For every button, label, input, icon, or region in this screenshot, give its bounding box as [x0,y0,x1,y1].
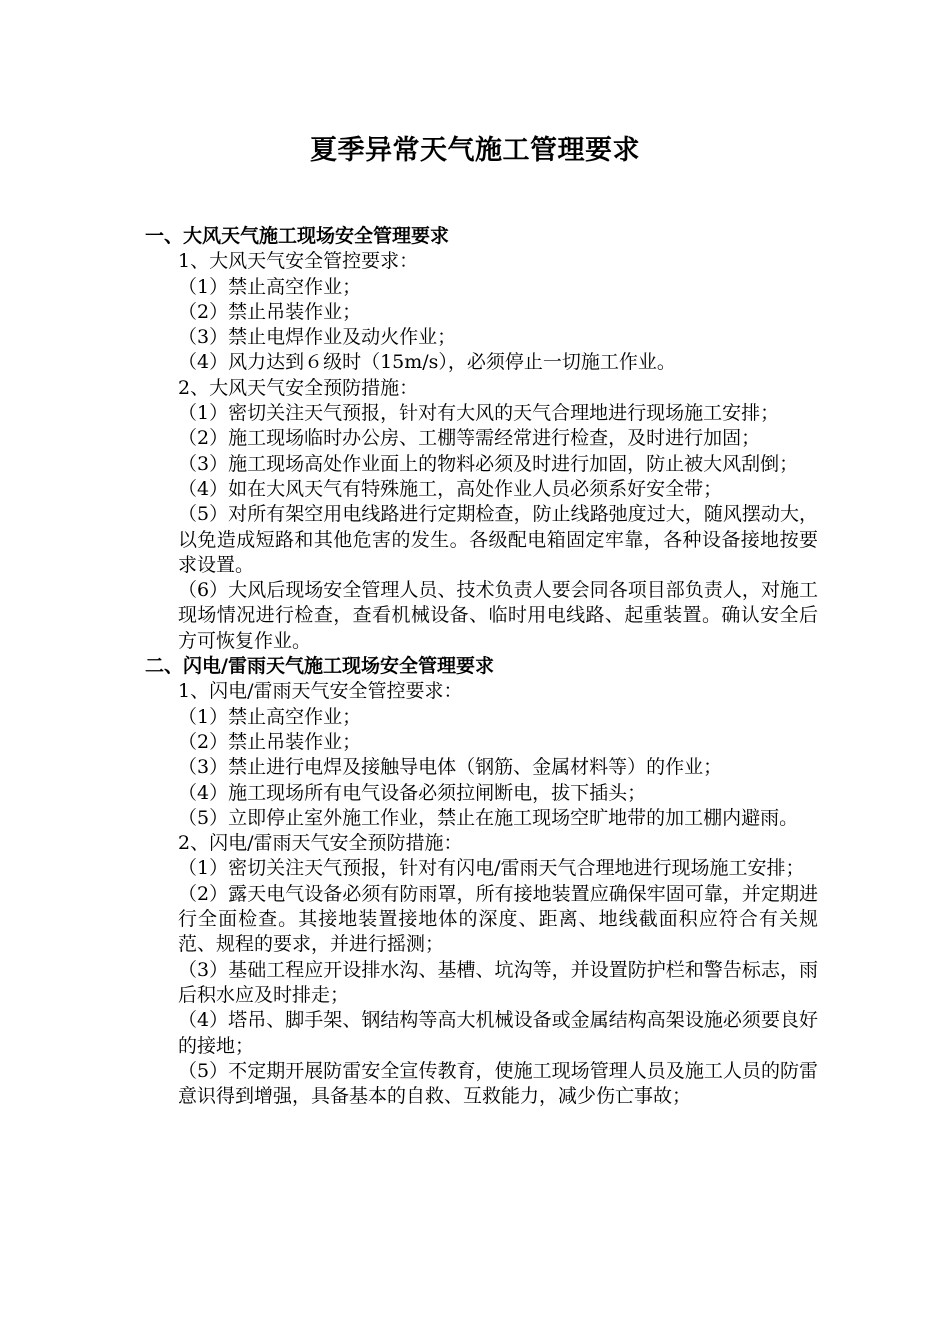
document-title: 夏季异常天气施工管理要求 [310,135,640,166]
list-item: （4）塔吊、脚手架、钢结构等高大机械设备或金属结构高架设施必须要良好的接地； [178,1009,818,1057]
section-heading: 二、闪电/雷雨天气施工现场安全管理要求 [145,655,494,678]
list-item: （5）不定期开展防雷安全宣传教育，使施工现场管理人员及施工人员的防雷意识得到增强，具备基本的自救、互救能力，减少伤亡事故； [178,1059,818,1108]
subsection-wind-controls [148,249,818,375]
list-item: （3）基础工程应开设排水沟、基槽、坑沟等，并设置防护栏和警告标志，雨后积水应及时排走； [178,958,818,1006]
section-thunderstorm [145,654,818,1109]
subsection-thunderstorm-controls [148,679,818,831]
list-item: （2）施工现场临时办公房、工棚等需经常进行检查，及时进行加固； [178,427,761,450]
section-wind [145,224,818,654]
list-item: （1）禁止高空作业； [178,275,362,298]
subsection-heading: 2、闪电/雷雨天气安全预防措施： [178,832,463,855]
subsection-thunderstorm-prevention [148,831,818,1109]
subsection-heading: 2、大风天气安全预防措施： [178,376,419,399]
list-item: （5）对所有架空用电线路进行定期检查，防止线路弛度过大，随风摆动大，以免造成短路和其他危害的发生。各级配电箱固定牢靠，各种设备接地按要求设置。 [178,503,818,576]
list-item: （1）密切关注天气预报，针对有大风的天气合理地进行现场施工安排； [178,402,780,425]
subsection-heading: 1、闪电/雷雨天气安全管控要求： [178,680,463,703]
list-item: （3）禁止电焊作业及动火作业； [178,326,457,349]
list-item: （3）施工现场高处作业面上的物料必须及时进行加固，防止被大风刮倒； [178,452,799,475]
document-body [145,224,818,1109]
list-item: （1）禁止高空作业； [178,705,362,728]
list-item: （4）如在大风天气有特殊施工，高处作业人员必须系好安全带； [178,477,723,500]
list-item: （2）露天电气设备必须有防雨罩，所有接地装置应确保牢固可靠，并定期进行全面检查。其接地装置接地体的深度、距离、地线截面积应符合有关规范、规程的要求，并进行摇测； [178,882,818,956]
list-item: （6）大风后现场安全管理人员、技术负责人要会同各项目部负责人，对施工现场情况进行检查，查看机械设备、临时用电线路、起重装置。确认安全后方可恢复作业。 [178,579,818,652]
list-item: （2）禁止吊装作业； [178,300,362,323]
list-item: （2）禁止吊装作业； [178,730,362,753]
subsection-heading: 1、大风天气安全管控要求： [178,250,419,273]
list-item: （3）禁止进行电焊及接触导电体（钢筋、金属材料等）的作业； [178,756,723,779]
list-item: （5）立即停止室外施工作业，禁止在施工现场空旷地带的加工棚内避雨。 [178,806,799,829]
list-item: （4）风力达到６级时（15m/s），必须停止一切施工作业。 [178,351,676,374]
list-item: （4）施工现场所有电气设备必须拉闸断电，拔下插头； [178,781,647,804]
list-item: （1）密切关注天气预报，针对有闪电/雷雨天气合理地进行现场施工安排； [178,857,805,880]
section-heading: 一、大风天气施工现场安全管理要求 [145,225,450,247]
subsection-wind-prevention [148,376,818,654]
